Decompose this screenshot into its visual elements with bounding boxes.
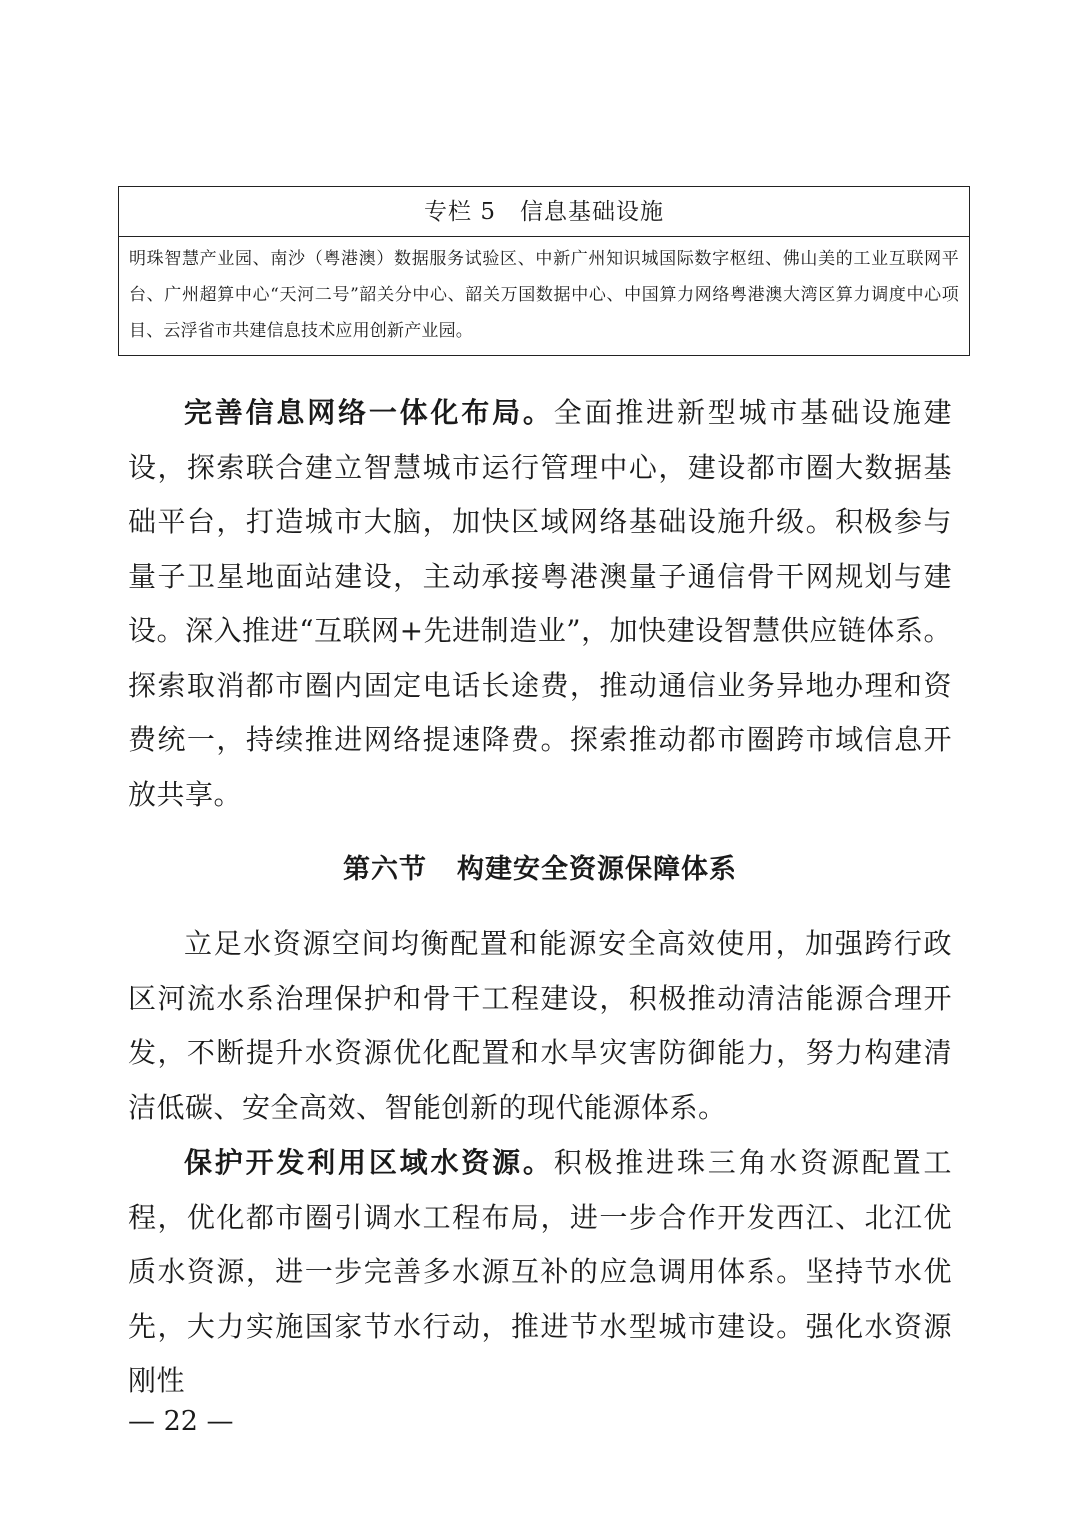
paragraph-info-network [128, 386, 952, 822]
paragraph-text: 立足水资源空间均衡配置和能源安全高效使用，加强跨行政区河流水系治理保护和骨干工程建设，积极推动清洁能源合理开发，不断提升水资源优化配置和水旱灾害防御能力，努力构建清洁低碳、安全高效、智能创新的现代能源体系。 [128, 927, 952, 1124]
column-label: 专栏 5 [424, 199, 496, 225]
column-body: 明珠智慧产业园、南沙（粤港澳）数据服务试验区、中新广州知识城国际数字枢纽、佛山美的工业互联网平台、广州超算中心“天河二号”韶关分中心、韶关万国数据中心、中国算力网络粤港澳大湾区算力调度中心项目、云浮省市共建信息技术应用创新产业园。 [129, 249, 959, 341]
paragraph-text: 积极推进珠三角水资源配置工程，优化都市圈引调水工程布局，进一步合作开发西江、北江优质水资源，进一步完善多水源互补的应急调用体系。坚持节水优先，大力实施国家节水行动，推进节水型城市建设。强化水资源刚性 [128, 1146, 952, 1397]
section-number: 第六节 [343, 854, 427, 885]
section-title: 构建安全资源保障体系 [457, 854, 737, 885]
paragraph-lead: 保护开发利用区域水资源。 [184, 1146, 554, 1179]
column-title-text: 信息基础设施 [519, 199, 664, 225]
page-number: — 22 — [128, 1406, 234, 1437]
column-title [119, 187, 969, 237]
section-heading [0, 845, 1080, 895]
paragraph-section-intro [128, 917, 952, 1135]
paragraph-water-resources [128, 1136, 952, 1409]
column-box [118, 186, 970, 356]
paragraph-text: 全面推进新型城市基础设施建设，探索联合建立智慧城市运行管理中心，建设都市圈大数据基础平台，打造城市大脑，加快区域网络基础设施升级。积极参与量子卫星地面站建设，主动承接粤港澳量子通信骨干网规划与建设。深入推进“互联网+先进制造业”，加快建设智慧供应链体系。探索取消都市圈内固定电话长途费，推动通信业务异地办理和资费统一，持续推进网络提速降费。探索推动都市圈跨市域信息开放共享。 [128, 396, 952, 811]
paragraph-lead: 完善信息网络一体化布局。 [184, 396, 554, 429]
